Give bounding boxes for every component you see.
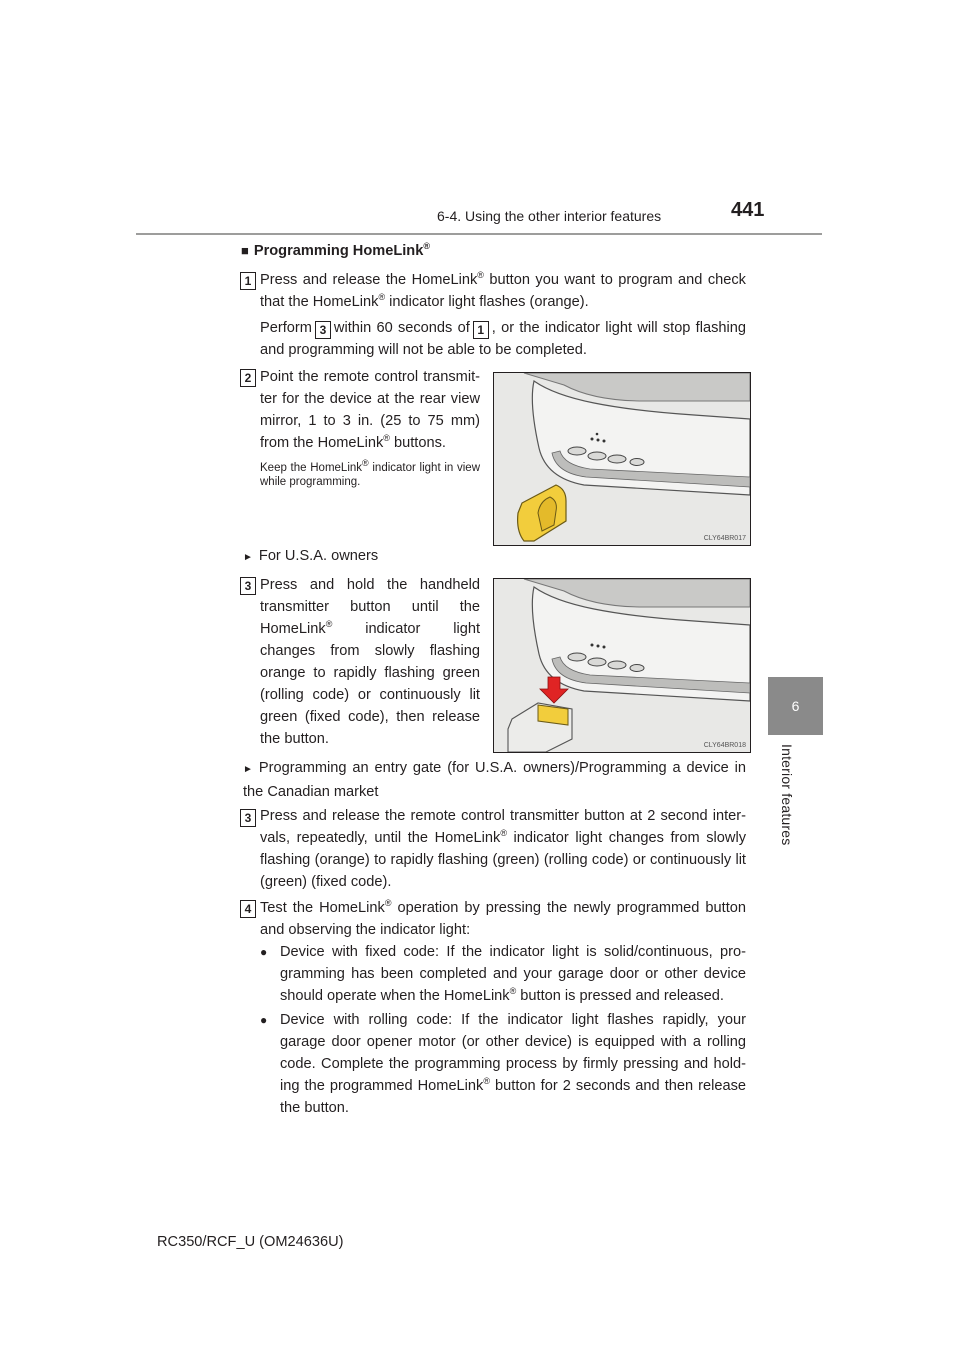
section-heading xyxy=(241,240,430,262)
step-2-text-a: Point the remote control transmit-ter for the device at the rear view mirror, 1 to 3 in. (25 to 75 mm) from the HomeLink xyxy=(260,369,480,451)
entry-gate-heading xyxy=(243,757,746,803)
step-3a-text-b: indicator light changes from slowly flashing orange to rapidly flashing green (rolling code) or continuously lit green (fixed code), then release the button. xyxy=(260,621,480,747)
mirror-illustration xyxy=(494,373,750,545)
step-2-text xyxy=(260,366,480,454)
bullet-rolling-code-text xyxy=(260,1009,746,1119)
chapter-tab xyxy=(768,677,823,735)
step-1-text xyxy=(260,269,746,313)
chapter-number: 6 xyxy=(791,698,800,714)
registered-mark: ® xyxy=(483,1076,490,1087)
step-2-note xyxy=(260,458,480,489)
bullet-rolling-code xyxy=(260,1009,746,1119)
step-badge-3b: 3 xyxy=(240,809,256,827)
header-rule xyxy=(136,233,822,235)
bullet-2-text-b: button for 2 seconds and then release the button. xyxy=(280,1078,747,1116)
registered-mark: ® xyxy=(362,458,369,469)
step-2-text-b: buttons. xyxy=(389,435,446,451)
square-marker-icon: ■ xyxy=(241,243,249,258)
step-4-text-a: Test the HomeLink xyxy=(260,900,385,916)
inline-step-badge-1: 1 xyxy=(473,321,489,339)
bullet-fixed-code-text xyxy=(260,941,746,1007)
bullet-1-text-a: Device with fixed code: If the indicator light is solid/continuous, pro-gramming has been completed and your garage door or other device should operate when the HomeLink xyxy=(280,944,746,1004)
step-3a-text-a: Press and hold the handheld transmitter button until the HomeLink xyxy=(260,577,480,637)
step-1-subtext xyxy=(260,317,746,361)
mirror-press-illustration xyxy=(494,579,750,752)
registered-mark: ® xyxy=(500,828,507,839)
registered-mark: ® xyxy=(509,986,517,997)
registered-mark: ® xyxy=(477,270,484,281)
step-2-note-b: indicator light in view while programming. xyxy=(260,462,480,488)
step-1-text-c: indicator light flashes (orange). xyxy=(385,294,589,310)
registered-mark: ® xyxy=(384,898,392,909)
step-1-sub-b: within 60 seconds of xyxy=(333,320,470,336)
step-4-text-b: operation by pressing the newly programmed button and observing the indicator light: xyxy=(260,900,746,938)
registered-mark: ® xyxy=(423,241,430,252)
figure-mirror-press-button xyxy=(493,578,751,753)
arrow-marker-icon: ► xyxy=(243,552,253,563)
step-1-text-a: Press and release the HomeLink xyxy=(260,272,478,288)
step-badge-4: 4 xyxy=(240,900,256,918)
registered-mark: ® xyxy=(325,619,333,630)
figure-1-code: CLY64BR017 xyxy=(703,535,746,542)
step-1-sub-c: , or the indicator light will stop flashing and programming will not be able to be completed. xyxy=(260,320,746,358)
step-1-text-b: button you want to program and check that the HomeLink xyxy=(260,272,746,310)
arrow-marker-icon: ► xyxy=(243,764,253,775)
figure-2-code: CLY64BR018 xyxy=(703,742,746,749)
bullet-2-text-a: Device with rolling code: If the indicator light flashes rapidly, your garage door opener motor (or other device) is equipped with a rolling code. Complete the programming process by firmly pressing and hold-ing the programmed HomeLink xyxy=(280,1012,746,1094)
entry-gate-text: Programming an entry gate (for U.S.A. owners)/Programming a device in the Canadian market xyxy=(243,760,746,800)
bullet-dot-icon: ● xyxy=(260,1013,268,1027)
step-1-sub-a: Perform xyxy=(260,320,312,336)
header-section-title: 6-4. Using the other interior features xyxy=(437,208,662,224)
usa-owners-text: For U.S.A. owners xyxy=(258,548,379,564)
inline-step-badge-3: 3 xyxy=(315,321,331,339)
step-3b-text-b: indicator light changes from slowly flashing (orange) to rapidly flashing (green) (rolling code) or continuously lit (green) (fixed code). xyxy=(260,830,746,890)
bullet-dot-icon: ● xyxy=(260,945,268,959)
footer-model-code: RC350/RCF_U (OM24636U) xyxy=(157,1234,344,1250)
step-3b-text-a: Press and release the remote control transmitter button at 2 second inter-vals, repeatedly, until the HomeLink xyxy=(260,808,746,846)
registered-mark: ® xyxy=(383,433,390,444)
bullet-1-text-b: button is pressed and released. xyxy=(516,988,724,1004)
bullet-fixed-code xyxy=(260,941,746,1007)
usa-owners-heading xyxy=(243,545,378,569)
figure-mirror-transmitter xyxy=(493,372,751,546)
step-badge-1: 1 xyxy=(240,272,256,290)
step-badge-2: 2 xyxy=(240,369,256,387)
step-4-text xyxy=(260,897,746,941)
registered-mark: ® xyxy=(378,292,386,303)
chapter-label: Interior features xyxy=(779,744,795,846)
step-3a-text xyxy=(260,574,480,750)
step-2-note-a: Keep the HomeLink xyxy=(260,462,363,474)
section-heading-text: Programming HomeLink xyxy=(253,243,424,259)
page-number: 441 xyxy=(731,199,765,221)
step-badge-3: 3 xyxy=(240,577,256,595)
step-3b-text xyxy=(260,805,746,893)
